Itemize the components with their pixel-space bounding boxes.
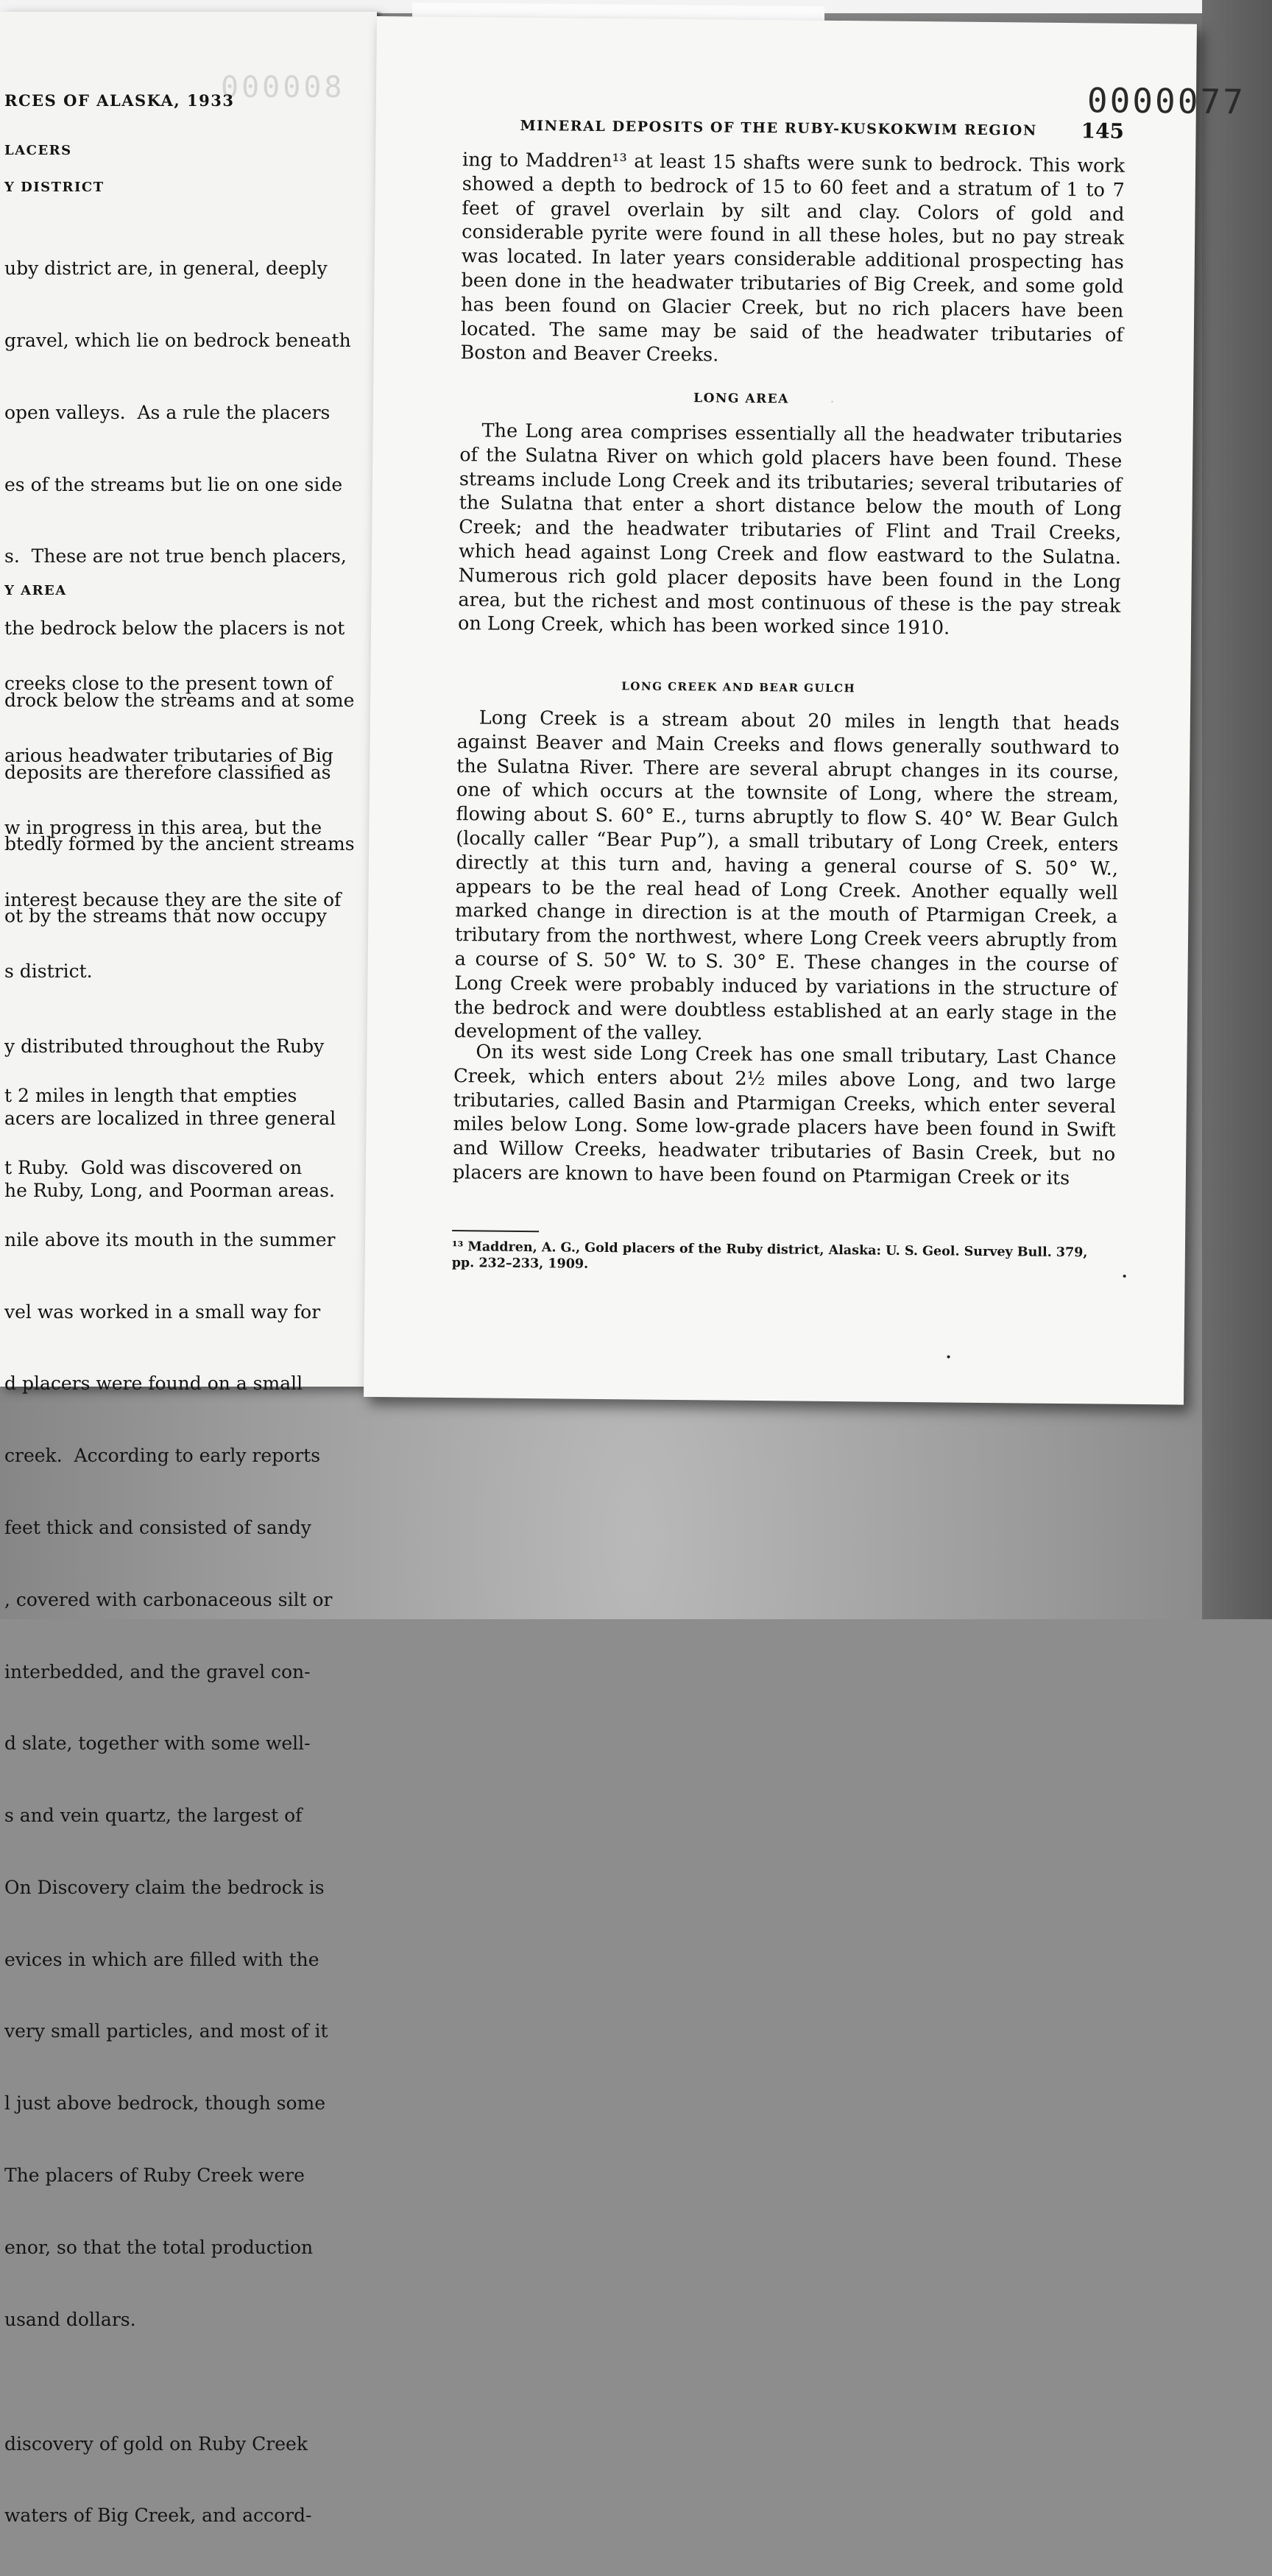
left-line: waters of Big Creek, and accord- bbox=[4, 2505, 312, 2527]
left-page bbox=[0, 12, 377, 2527]
left-line: ot by the streams that now occupy bbox=[4, 905, 327, 927]
paragraph-4 bbox=[453, 1040, 1117, 1191]
left-line: uby district are, in general, deeply bbox=[4, 258, 328, 280]
left-line: s district. bbox=[4, 960, 93, 983]
left-line: usand dollars. bbox=[4, 2308, 136, 2330]
left-line: t Ruby. Gold was discovered on bbox=[4, 1157, 303, 1179]
left-line: creeks close to the present town of bbox=[4, 673, 333, 695]
left-line: drock below the streams and at some bbox=[4, 689, 355, 711]
paragraph-2-text: The Long area comprises essentially all the headwater tributaries of the Sulatna River on which gold placers have been found. These streams include Long Creek and its tributaries; several tributaries of the Sulatna that enter a short distance below the mouth of Long Creek; and the headwater tributaries of Flint and Trail Creeks, which head against Long Creek and flow eastward to the Sulatna. Numerous rich gold placer deposits have been found in the Long area, but the richest and most continuous of these is the pay streak on Long Creek, which has been worked since 1910. bbox=[457, 420, 1123, 640]
footnote: ¹³ Maddren, A. G., Gold placers of the Ruby district, Alaska: U. S. Geol. Survey Bull. 379, pp. 232–233, 1909. bbox=[451, 1239, 1088, 1272]
left-line: creek. According to early reports bbox=[4, 1445, 321, 1467]
left-line: d slate, together with some well- bbox=[4, 1733, 311, 1755]
left-line: t 2 miles in length that empties bbox=[4, 1085, 297, 1107]
left-page-running-header: RCES OF ALASKA, 1933 bbox=[4, 91, 235, 110]
paragraph-1 bbox=[460, 148, 1125, 372]
left-text-block-2 bbox=[4, 624, 372, 2576]
paragraph-3-text: Long Creek is a stream about 20 miles in length that heads against Beaver and Main Creeks and flows generally southward to the Sulatna River. There are several abrupt changes in its course, one of which occurs at the townsite of Long, where the stream, flowing about S. 60° E., turns abruptly to flow S. 40° W. Bear Gulch (locally caller “Bear Pup”), a small tributary of Long Creek, enters directly at this turn and, having a general course of S. 50° W., appears to be the real head of Long Creek. Another equally well marked change in direction is at the mouth of Ptarmigan Creek, a tributary from the northwest, where Long Creek veers abruptly from a course of S. 50° W. to S. 30° E. These changes in the course of Long Creek were probably induced by variations in the structure of the bedrock and were doubtless established at an early stage in the development of the valley. bbox=[453, 707, 1120, 1045]
left-line: btedly formed by the ancient streams bbox=[4, 833, 355, 855]
heading-long-area: LONG AREA bbox=[693, 391, 789, 407]
left-heading-placers: LACERS bbox=[4, 143, 72, 158]
left-line: enor, so that the total production bbox=[4, 2236, 314, 2258]
paragraph-4-text: On its west side Long Creek has one small tributary, Last Chance Creek, which enters about 2½ miles above Long, and two large tributaries, called Basin and Ptarmigan Creeks, which enter several miles below Long. Some low-grade placers have been found in Swift and Willow Creeks, headwater tributaries of Basin Creek, but no placers are known to have been found on Ptarmigan Creek or its bbox=[452, 1041, 1117, 1190]
left-line: w in progress in this area, but the bbox=[4, 816, 322, 838]
paragraph-3 bbox=[454, 706, 1120, 1050]
left-line: On Discovery claim the bedrock is bbox=[4, 1876, 325, 1898]
left-heading-area: Y AREA bbox=[4, 583, 67, 598]
left-heading-district: Y DISTRICT bbox=[4, 180, 105, 195]
left-line: es of the streams but lie on one side bbox=[4, 473, 343, 495]
scan-right-edge bbox=[1202, 0, 1272, 1619]
left-line: y distributed throughout the Ruby bbox=[4, 1036, 325, 1058]
left-line: s. These are not true bench placers, bbox=[4, 545, 347, 567]
left-line: , covered with carbonaceous silt or bbox=[4, 1588, 333, 1610]
right-page-running-header: MINERAL DEPOSITS OF THE RUBY-KUSKOKWIM REGION bbox=[520, 117, 1037, 139]
left-line: open valleys. As a rule the placers bbox=[4, 401, 331, 423]
left-line: discovery of gold on Ruby Creek bbox=[4, 2432, 308, 2455]
left-line: l just above bedrock, though some bbox=[4, 2092, 326, 2115]
left-line: feet thick and consisted of sandy bbox=[4, 1516, 311, 1538]
page-number: 145 bbox=[1081, 118, 1125, 144]
left-line: very small particles, and most of it bbox=[4, 2020, 328, 2042]
left-line: he Ruby, Long, and Poorman areas. bbox=[4, 1179, 335, 1201]
left-line: The placers of Ruby Creek were bbox=[4, 2165, 305, 2186]
left-line: acers are localized in three general bbox=[4, 1107, 336, 1129]
left-line: d placers were found on a small bbox=[4, 1373, 303, 1395]
left-line: arious headwater tributaries of Big bbox=[4, 744, 333, 766]
right-page bbox=[364, 16, 1246, 1405]
scan-speck bbox=[947, 1356, 950, 1359]
footnote-rule bbox=[452, 1230, 539, 1232]
left-line: vel was worked in a small way for bbox=[4, 1301, 321, 1323]
left-line: s and vein quartz, the largest of bbox=[4, 1805, 303, 1827]
left-line: gravel, which lie on bedrock beneath bbox=[4, 329, 351, 351]
left-line: nile above its mouth in the summer bbox=[4, 1228, 336, 1250]
left-line: evices in which are filled with the bbox=[4, 1948, 319, 1970]
left-page-stamp: 000008 bbox=[221, 71, 345, 105]
paragraph-2 bbox=[458, 419, 1123, 643]
left-line: interbedded, and the gravel con- bbox=[4, 1660, 311, 1682]
left-line: deposits are therefore classified as bbox=[4, 761, 331, 783]
left-line: interest because they are the site of bbox=[4, 888, 342, 910]
left-line: the bedrock below the placers is not bbox=[4, 618, 345, 640]
heading-long-creek-bear-gulch: LONG CREEK AND BEAR GULCH bbox=[621, 679, 856, 696]
paragraph-1-text: ing to Maddren¹³ at least 15 shafts were sunk to bedrock. This work showed a depth to bedrock of 15 to 60 feet and a stratum of 1 to 7 feet of gravel overlain by silt and clay. Colors of gold and considerable pyrite were found in all these holes, but no pay streak was located. In later years considerable additional prospecting has been done in the headwater tributaries of Big Creek, and some gold has been found on Glacier Creek, but no rich placers have been located. The same may be said of the headwater tributaries of Boston and Beaver Creeks. bbox=[460, 149, 1126, 367]
show-through-text: . bbox=[829, 388, 835, 407]
right-page-stamp: 0000077 bbox=[1086, 80, 1246, 122]
scan-speck bbox=[1123, 1275, 1126, 1278]
